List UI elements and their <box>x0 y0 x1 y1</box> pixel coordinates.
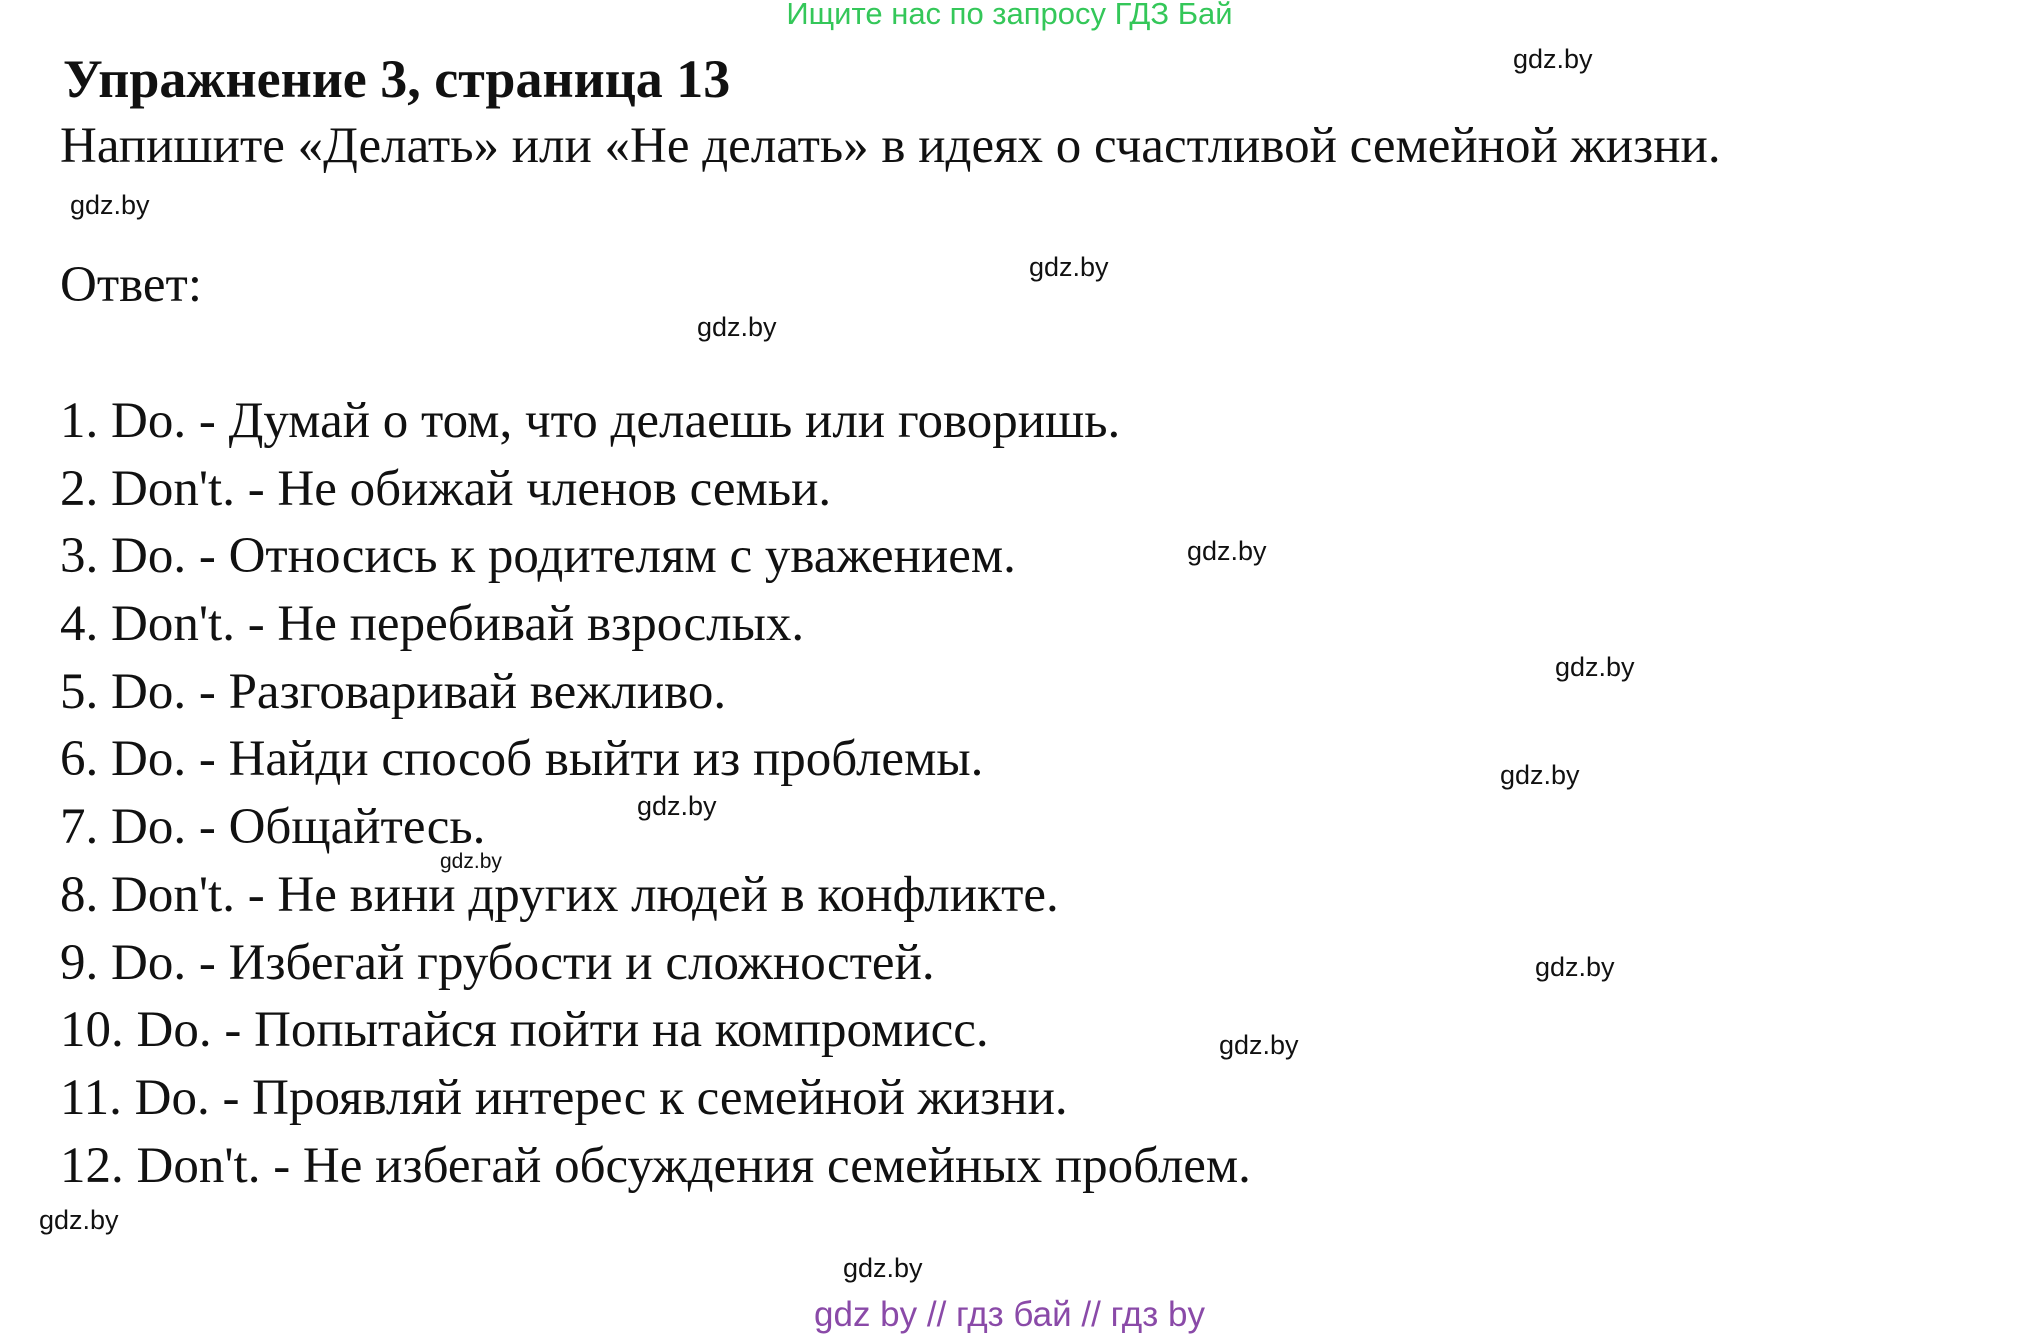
answer-item-4: 4. Don't. - Не перебивай взрослых. <box>60 596 805 653</box>
answer-item-6: 6. Do. - Найди способ выйти из проблемы. <box>60 731 984 788</box>
watermark: gdz.by <box>39 1205 119 1235</box>
answer-item-9: 9. Do. - Избегай грубости и сложностей. <box>60 934 935 991</box>
answer-item-5: 5. Do. - Разговаривай вежливо. <box>60 663 727 720</box>
answer-item-2: 2. Don't. - Не обижай членов семьи. <box>60 460 832 517</box>
watermark: gdz.by <box>637 791 717 821</box>
answer-item-1: 1. Do. - Думай о том, что делаешь или говоришь. <box>60 393 1121 449</box>
watermark: gdz.by <box>1029 252 1109 282</box>
watermark: gdz.by <box>697 312 777 342</box>
answer-label: Ответ: <box>60 257 202 313</box>
watermark: gdz.by <box>843 1253 923 1283</box>
answer-item-7: 7. Do. - Общайтесь. <box>60 799 486 856</box>
watermark: gdz.by <box>70 190 150 220</box>
answer-item-8: 8. Don't. - Не вини других людей в конфликте. <box>60 866 1059 923</box>
watermark: gdz.by <box>440 850 502 873</box>
watermark: gdz.by <box>1219 1030 1299 1060</box>
answer-item-11: 11. Do. - Проявляй интерес к семейной жизни. <box>60 1069 1068 1126</box>
watermark: gdz.by <box>1513 44 1593 74</box>
watermark: gdz.by <box>1535 952 1615 982</box>
answer-item-10: 10. Do. - Попытайся пойти на компромисс. <box>60 1002 989 1059</box>
answer-item-12: 12. Don't. - Не избегай обсуждения семейных проблем. <box>60 1137 1251 1194</box>
exercise-title: Упражнение 3, страница 13 <box>63 49 731 109</box>
answer-item-3: 3. Do. - Относись к родителям с уважением. <box>60 528 1016 585</box>
watermark: gdz.by <box>1187 536 1267 566</box>
footer-links: gdz by // гдз бай // гдз by <box>814 1295 1205 1334</box>
watermark: gdz.by <box>1555 652 1635 682</box>
watermark: gdz.by <box>1500 760 1580 790</box>
search-banner: Ищите нас по запросу ГДЗ Бай <box>786 0 1233 31</box>
task-text: Напишите «Делать» или «Не делать» в идеях о счастливой семейной жизни. <box>60 118 1721 174</box>
